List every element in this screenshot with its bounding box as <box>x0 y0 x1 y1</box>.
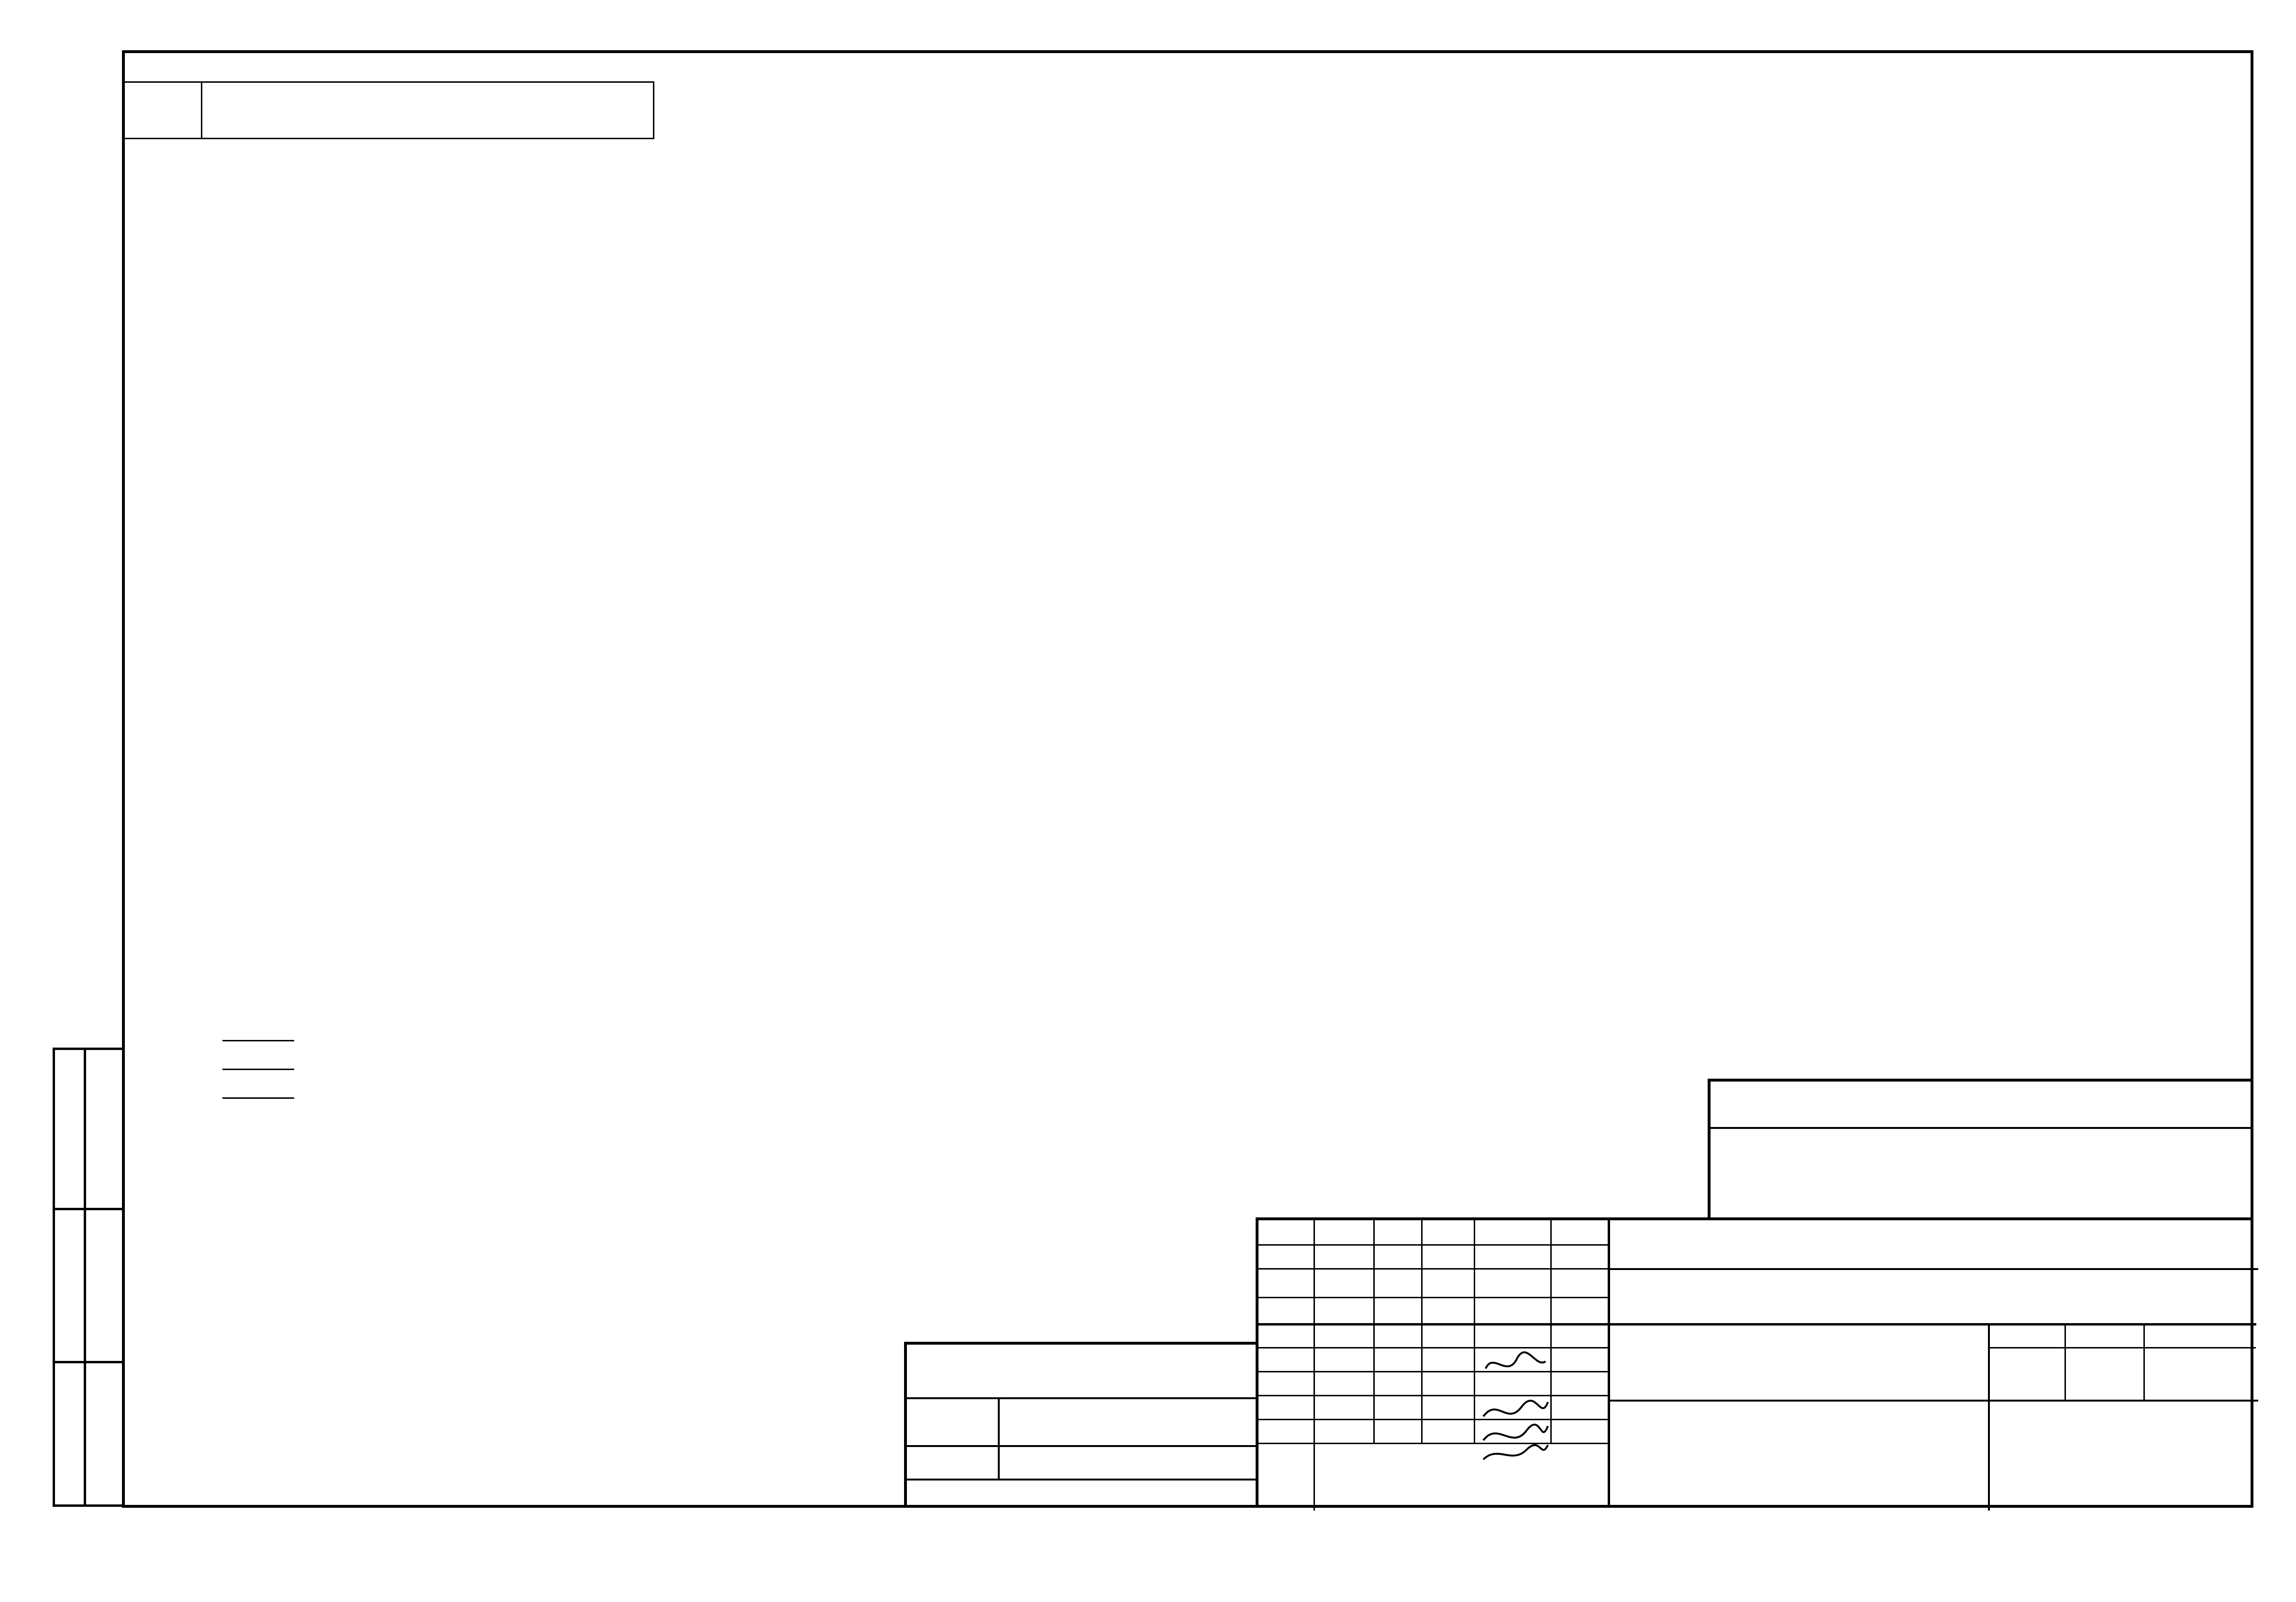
org-block <box>1708 1079 2253 1217</box>
delivery-block <box>222 1021 294 1107</box>
side-stamp <box>53 1048 124 1507</box>
signature-icon <box>1479 1349 1550 1464</box>
delivery-item <box>222 1079 294 1107</box>
delivery-item <box>222 1021 294 1050</box>
questionnaire-table <box>122 81 2109 139</box>
title-block <box>1256 1217 2253 1508</box>
plan-layout <box>258 1234 761 1473</box>
privyazan-block <box>904 1342 1258 1508</box>
header-num <box>123 82 202 139</box>
header-blank <box>654 82 2109 139</box>
header-data <box>202 82 654 139</box>
delivery-item <box>222 1050 294 1079</box>
